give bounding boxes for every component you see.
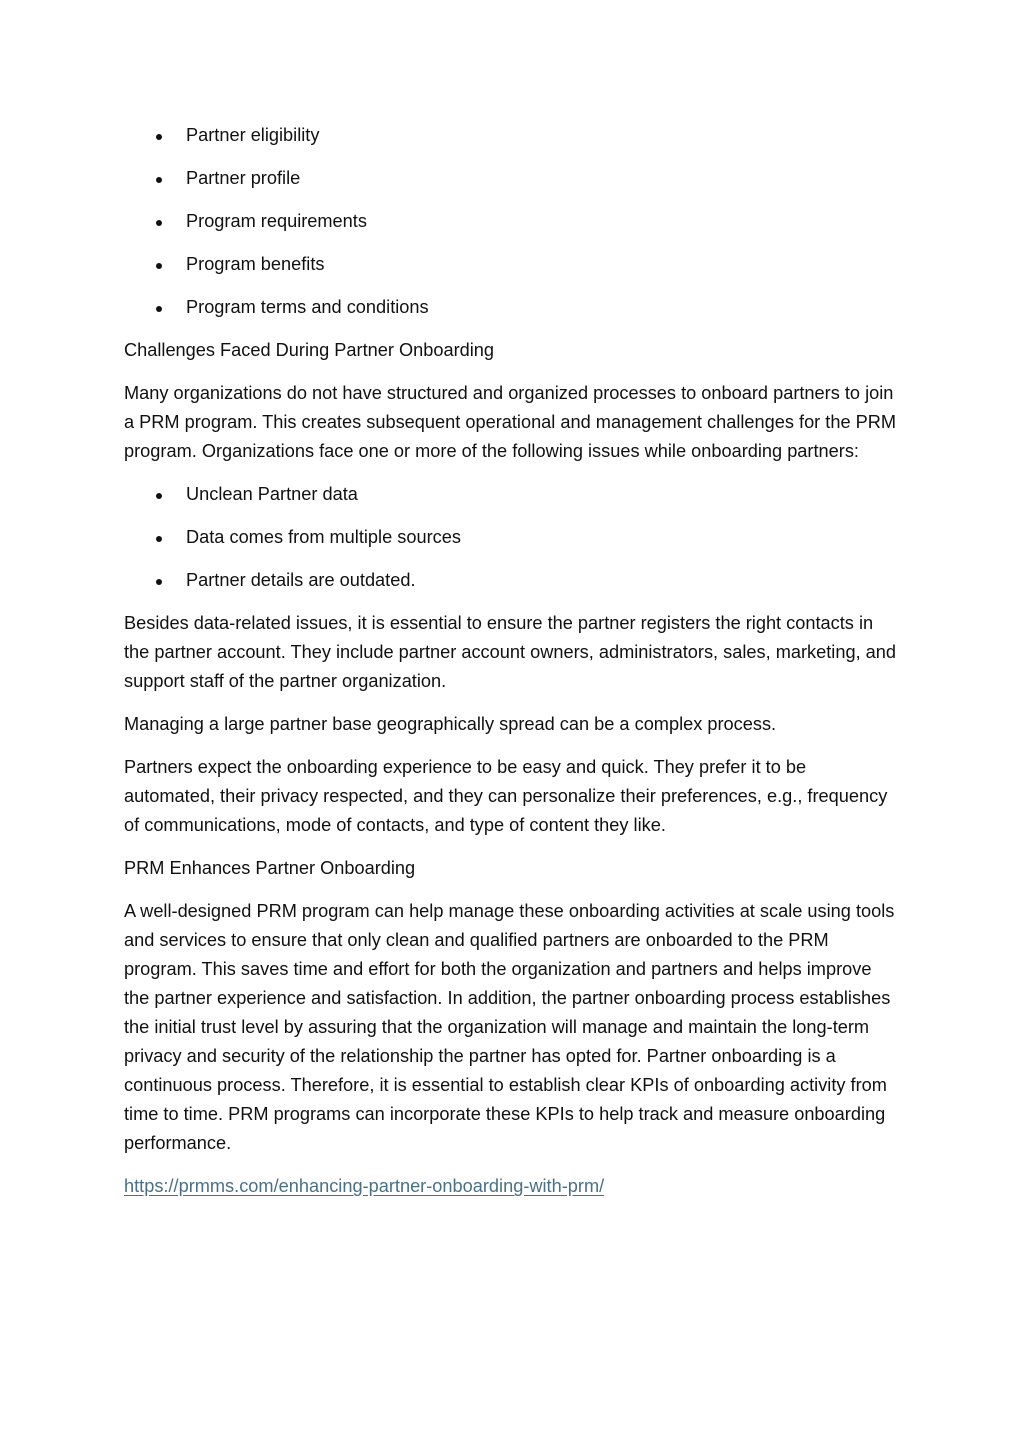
section-heading-challenges: Challenges Faced During Partner Onboarding <box>124 340 495 360</box>
list-item-text: Program benefits <box>186 254 325 274</box>
list-item <box>124 523 899 552</box>
bullet-icon <box>156 134 162 140</box>
list-item <box>124 566 899 595</box>
list-item <box>124 293 899 322</box>
bullet-icon <box>156 177 162 183</box>
list-item-text: Partner eligibility <box>186 125 320 145</box>
enhances-paragraph: A well-designed PRM program can help manage these onboarding activities at scale using tools and services to ensure that only clean and qualified partners are onboarded to the PRM program. This saves time and effort for both the organization and partners and helps improve the partner experience and satisfaction. In addition, the partner onboarding process establishes the initial trust level by assuring that the organization will manage and maintain the long-term privacy and security of the relationship the partner has opted for. Partner onboarding is a continuous process. Therefore, it is essential to establish clear KPIs of onboarding activity from time to time. PRM programs can incorporate these KPIs to help track and measure onboarding performance. <box>124 901 895 1153</box>
bullet-icon <box>156 536 162 542</box>
bullet-icon <box>156 220 162 226</box>
list-item-text: Unclean Partner data <box>186 484 358 504</box>
expectations-paragraph: Partners expect the onboarding experience to be easy and quick. They prefer it to be automated, their privacy respected, and they can personalize their preferences, e.g., frequency of communications, mode of contacts, and type of content they like. <box>124 757 888 835</box>
bullet-icon <box>156 579 162 585</box>
bullet-icon <box>156 263 162 269</box>
issues-list <box>124 480 899 595</box>
list-item-text: Program terms and conditions <box>186 297 429 317</box>
list-item <box>124 121 899 150</box>
list-item-text: Partner details are outdated. <box>186 570 416 590</box>
intro-paragraph: Many organizations do not have structured and organized processes to onboard partners to join a PRM program. This creates subsequent operational and management challenges for the PRM program. Organizations face one or more of the following issues while onboarding partners: <box>124 383 897 461</box>
list-item-text: Data comes from multiple sources <box>186 527 461 547</box>
program-items-list <box>124 121 899 322</box>
bullet-icon <box>156 306 162 312</box>
list-item-text: Program requirements <box>186 211 367 231</box>
section-heading-enhances: PRM Enhances Partner Onboarding <box>124 858 416 878</box>
list-item <box>124 207 899 236</box>
list-item <box>124 164 899 193</box>
source-link[interactable]: https://prmms.com/enhancing-partner-onboarding-with-prm/ <box>124 1176 605 1196</box>
document-page <box>124 121 899 1215</box>
source-link-paragraph <box>124 1172 899 1201</box>
contacts-paragraph: Besides data-related issues, it is essential to ensure the partner registers the right contacts in the partner account. They include partner account owners, administrators, sales, marketing, and support staff of the partner organization. <box>124 613 897 691</box>
list-item <box>124 480 899 509</box>
bullet-icon <box>156 493 162 499</box>
list-item-text: Partner profile <box>186 168 301 188</box>
geography-paragraph: Managing a large partner base geographically spread can be a complex process. <box>124 714 777 734</box>
list-item <box>124 250 899 279</box>
